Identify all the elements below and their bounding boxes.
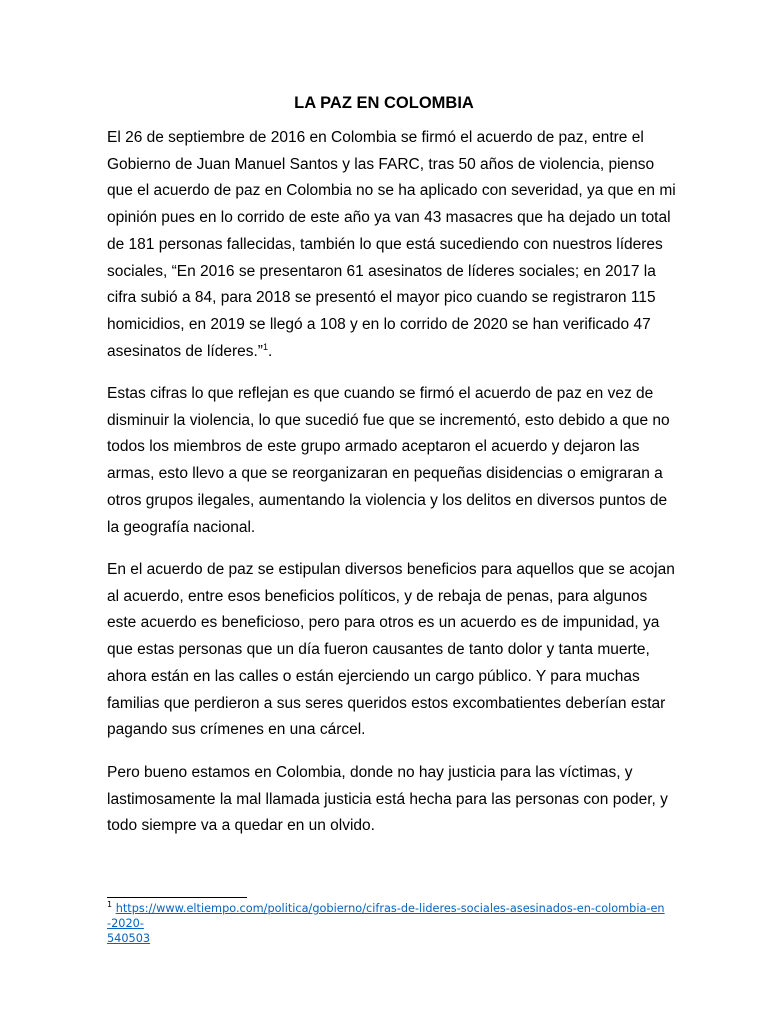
text-line: El 26 de septiembre de 2016 en Colombia se firmó el acuerdo de paz, entre el [107,129,644,146]
document-title: LA PAZ EN COLOMBIA [294,94,474,112]
paragraph-4 [107,760,667,840]
text-line: al acuerdo, entre esos beneficios políticos, y de rebaja de penas, para algunos [107,587,648,605]
text-line: Estas cifras lo que reflejan es que cuando se firmó el acuerdo de paz en vez de [107,385,654,402]
text-line: otros grupos ilegales, aumentando la violencia y los delitos en diversos puntos de [107,491,668,509]
footnote-link[interactable] [107,902,665,945]
text-line: Pero bueno estamos en Colombia, donde no hay justicia para las víctimas, y [107,764,633,781]
paragraph-3 [107,557,675,744]
text-line: que estas personas que un día fueron causantes de tanto dolor y tanta muerte, [107,641,650,659]
footnote [107,901,667,946]
text-line: cifra subió a 84, para 2018 se presentó el mayor pico cuando se registraron 115 [107,289,656,307]
text-line: familias que perdieron a sus seres queridos estos excombatientes deberían estar [107,694,666,712]
footnote-link-line-1[interactable]: https://www.eltiempo.com/politica/gobierno/cifras-de-lideres-sociales-asesinados-en-colombia-en-2020- [107,902,665,930]
text-line: homicidios, en 2019 se llegó a 108 y en lo corrido de 2020 se han verificado 47 [107,315,651,333]
text-line: la geografía nacional. [107,518,256,536]
text-line: disminuir la violencia, lo que sucedió fue que se incrementó, esto debido a que no [107,411,670,429]
text-line: pagando sus crímenes en una cárcel. [107,721,366,739]
text-line: armas, esto llevo a que se reorganizaran en pequeñas disidencias o emigraran a [107,465,663,483]
text-line-last [107,339,667,366]
text-line: todos los miembros de este grupo armado aceptaron el acuerdo y dejaron las [107,438,640,456]
footnote-number: 1 [107,900,113,910]
footnote-link-line-2[interactable]: 540503 [107,932,151,945]
text-line: este acuerdo es beneficioso, pero para otros es un acuerdo es de impunidad, ya [107,614,660,632]
text-line-content: asesinatos de líderes.” [107,342,263,360]
text-line: Gobierno de Juan Manuel Santos y las FARC, tras 50 años de violencia, pienso [107,155,655,173]
text-line: de 181 personas fallecidas, también lo que está sucediendo con nuestros líderes [107,235,663,253]
sentence-end: . [267,342,273,360]
text-line: sociales, “En 2016 se presentaron 61 asesinatos de líderes sociales; en 2017 la [107,262,656,280]
footnote-separator [107,897,247,898]
paragraph-2 [107,381,670,541]
text-line: En el acuerdo de paz se estipulan diversos beneficios para aquellos que se acojan [107,561,675,578]
footnote-reference[interactable]: 1 [262,341,268,352]
text-line: todo siempre va a quedar en un olvido. [107,817,375,835]
text-line: ahora están en las calles o están ejerciendo un cargo público. Y para muchas [107,667,640,685]
text-line: opinión pues en lo corrido de este año ya van 43 masacres que ha dejado un total [107,209,671,227]
paragraph-1 [107,125,676,365]
text-line: que el acuerdo de paz en Colombia no se ha aplicado con severidad, ya que en mi [107,182,676,200]
text-line: lastimosamente la mal llamada justicia está hecha para las personas con poder, y [107,790,668,808]
